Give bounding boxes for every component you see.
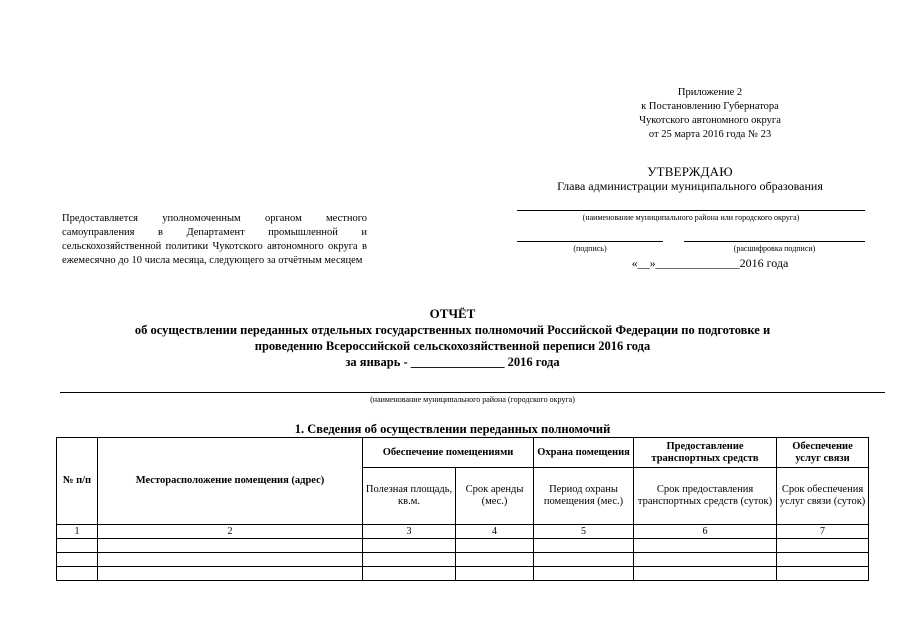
table-cell	[456, 553, 534, 567]
appendix-line-1: Приложение 2	[677, 87, 743, 98]
table-cell	[98, 539, 363, 553]
report-subtitle-1: об осуществлении переданных отдельных государственных полномочий Российской Федерации по подготовке и	[134, 323, 771, 337]
column-number-cell: 5	[534, 525, 634, 539]
column-number-cell: 3	[363, 525, 456, 539]
table-cell	[98, 553, 363, 567]
appendix-line-3: Чукотского автономного округа	[639, 115, 781, 126]
table-cell	[363, 553, 456, 567]
table-cell	[456, 539, 534, 553]
header-location: Месторасположение помещения (адрес)	[98, 438, 363, 525]
table-cell	[363, 539, 456, 553]
signature-decoding-caption: (расшифровка подписи)	[733, 244, 816, 253]
table-cell	[777, 553, 869, 567]
subheader-guard-period: Период охраны помещения (мес.)	[534, 468, 634, 525]
header-number: № п/п	[57, 438, 98, 525]
table-cell	[57, 553, 98, 567]
section-title: 1. Сведения об осуществлении переданных полномочий	[294, 422, 611, 436]
signature-line	[517, 241, 663, 242]
subheader-lease-term: Срок аренды (мес.)	[456, 468, 534, 525]
column-number-cell: 4	[456, 525, 534, 539]
report-title: ОТЧЁТ	[429, 306, 476, 321]
column-number-cell: 6	[634, 525, 777, 539]
header-transport: Предоставление транспортных средств	[634, 438, 777, 468]
table-cell	[456, 567, 534, 581]
table-cell	[777, 539, 869, 553]
district-name-line	[517, 210, 865, 211]
table-cell	[363, 567, 456, 581]
report-table	[56, 437, 869, 581]
table-row	[57, 539, 869, 553]
table-cell	[634, 567, 777, 581]
report-district-line	[60, 392, 885, 393]
appendix-line-2: к Постановлению Губернатора	[641, 101, 779, 112]
column-number-cell: 1	[57, 525, 98, 539]
subheader-transport-term: Срок предоставления транспортных средств (суток)	[634, 468, 777, 525]
table-cell	[634, 539, 777, 553]
table-cell	[534, 567, 634, 581]
subheader-communication-term: Срок обеспечения услуг связи (суток)	[777, 468, 869, 525]
approval-position: Глава администрации муниципального образования	[557, 179, 823, 193]
report-subtitle-2: проведению Всероссийской сельскохозяйственной переписи 2016 года	[254, 339, 651, 353]
header-premises: Обеспечение помещениями	[363, 438, 534, 468]
table-cell	[634, 553, 777, 567]
signature-decoding-line	[684, 241, 865, 242]
report-period: за январь - _______________ 2016 года	[345, 355, 560, 369]
table-row	[57, 567, 869, 581]
table-row	[57, 553, 869, 567]
table-cell	[98, 567, 363, 581]
subheader-area: Полезная площадь, кв.м.	[363, 468, 456, 525]
approval-date: «__»______________2016 года	[631, 256, 789, 270]
table-cell	[534, 553, 634, 567]
submission-note: Предоставляется уполномоченным органом местного самоуправления в Департамент промышленной и сельскохозяйственной политики Чукотского автономного округа в ежемесячно до 10 числа месяца, следующего за отчётным месяцем	[62, 213, 367, 266]
header-communication: Обеспечение услуг связи	[777, 438, 869, 468]
appendix-line-4: от 25 марта 2016 года № 23	[648, 129, 772, 140]
table-cell	[57, 539, 98, 553]
column-number-cell: 2	[98, 525, 363, 539]
signature-caption: (подпись)	[573, 244, 607, 253]
header-guard: Охрана помещения	[534, 438, 634, 468]
table-cell	[57, 567, 98, 581]
district-name-caption: (наименование муниципального района или городского округа)	[582, 213, 800, 222]
approval-block	[500, 164, 880, 194]
appendix-block	[560, 86, 860, 142]
report-district-caption: (наименование муниципального района (городского округа)	[370, 395, 575, 404]
report-heading	[40, 306, 865, 370]
column-number-cell: 7	[777, 525, 869, 539]
table-cell	[777, 567, 869, 581]
table-cell	[534, 539, 634, 553]
approval-title: УТВЕРЖДАЮ	[647, 164, 733, 179]
